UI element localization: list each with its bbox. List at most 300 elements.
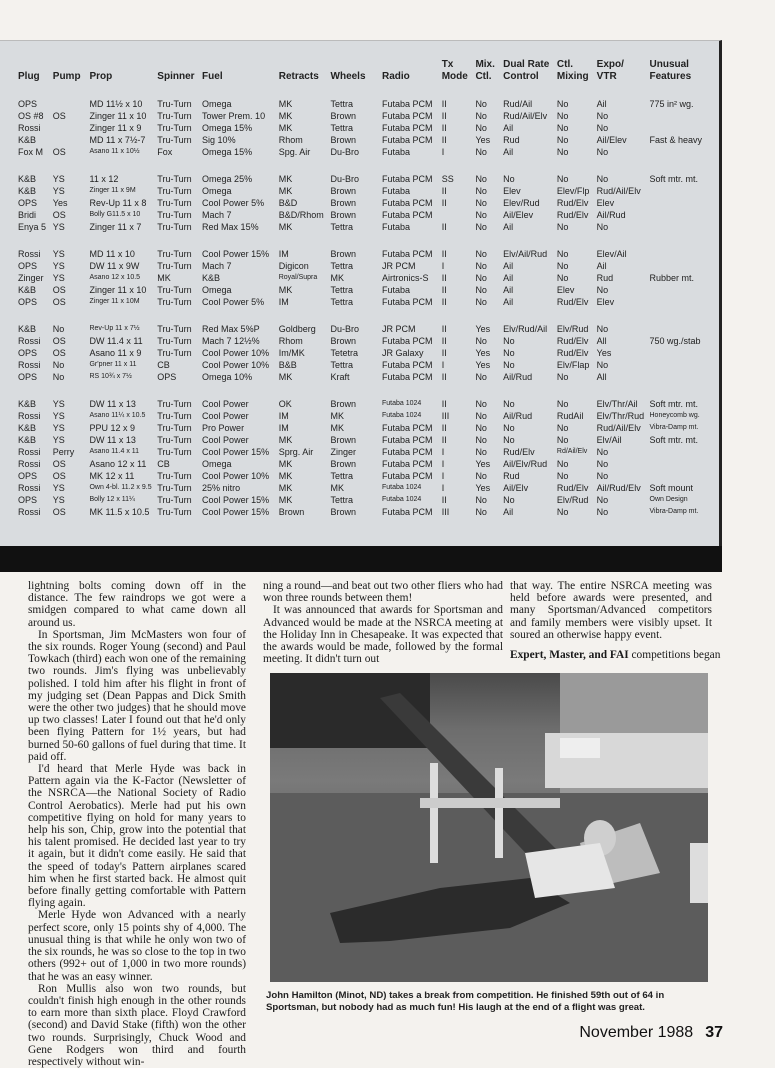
table-cell: Futaba 1024 bbox=[381, 412, 422, 419]
table-cell: Omega 15% bbox=[202, 147, 253, 157]
table-cell: OPS bbox=[18, 495, 38, 505]
table-cell: No bbox=[475, 471, 487, 481]
table-cell: II bbox=[441, 495, 447, 505]
table-cell: Airtronics-S bbox=[381, 273, 429, 283]
table-cell: Futaba bbox=[381, 147, 411, 157]
table-cell: II bbox=[441, 273, 447, 283]
table-row bbox=[18, 458, 719, 470]
table-cell: Pro Power bbox=[202, 423, 245, 433]
table-cell: No bbox=[475, 174, 487, 184]
table-cell: Tru-Turn bbox=[157, 222, 192, 232]
table-cell: YS bbox=[52, 411, 65, 421]
table-cell: Rud/Ail bbox=[503, 99, 533, 109]
table-cell: Tru-Turn bbox=[157, 495, 192, 505]
table-cell: SS bbox=[441, 174, 454, 184]
table-cell bbox=[650, 248, 720, 260]
column-header-top: Dual Rate bbox=[503, 59, 550, 70]
table-cell: No bbox=[475, 99, 487, 109]
table-row bbox=[18, 446, 719, 458]
table-cell: Rossi bbox=[18, 483, 41, 493]
table-cell: II bbox=[441, 186, 447, 196]
table-cell: Ail bbox=[503, 123, 514, 133]
table-cell: MK bbox=[330, 411, 345, 421]
table-cell: Soft mount bbox=[649, 483, 694, 493]
table-cell: Zinger 11 x 10 bbox=[89, 111, 147, 121]
table-cell: Futaba 1024 bbox=[381, 484, 422, 491]
table-cell: Brown bbox=[330, 186, 357, 196]
table-cell: Elev bbox=[596, 297, 615, 307]
paragraph: that way. The entire NSRCA meeting was held before awards were presented, and many Sportsman/Advanced competitors and family members were visibly upset. It soured an otherwise happy event. bbox=[510, 580, 712, 641]
table-cell: Ail/Elv/Rud bbox=[503, 459, 548, 469]
table-cell: K&B bbox=[18, 135, 37, 145]
table-cell: Brown bbox=[330, 249, 357, 259]
table-row bbox=[18, 134, 719, 146]
table-cell: Tru-Turn bbox=[157, 111, 192, 121]
table-cell: Futaba PCM bbox=[381, 423, 433, 433]
table-cell: Rud/Elv bbox=[503, 447, 535, 457]
table-cell: Soft mtr. mt. bbox=[649, 174, 699, 184]
table-cell: OPS bbox=[18, 297, 38, 307]
table-cell: MK 12 x 11 bbox=[89, 471, 135, 481]
table-row bbox=[18, 197, 719, 209]
column-header-top: Expo/ bbox=[596, 59, 624, 70]
table-cell: No bbox=[556, 111, 569, 121]
article-column-1 bbox=[28, 580, 246, 1068]
group-spacer bbox=[18, 83, 719, 98]
table-cell: No bbox=[596, 360, 609, 370]
table-cell: DW 11 x 9W bbox=[89, 261, 140, 271]
article-column-2 bbox=[263, 580, 503, 665]
table-cell: OS bbox=[52, 471, 66, 481]
table-cell: Asano 11 x 10½ bbox=[89, 148, 140, 155]
table-cell: No bbox=[596, 174, 609, 184]
table-cell: No bbox=[556, 249, 569, 259]
table-cell: No bbox=[475, 399, 487, 409]
table-row bbox=[18, 323, 719, 335]
table-cell: II bbox=[441, 123, 447, 133]
photo-illustration bbox=[270, 673, 708, 982]
table-cell: No bbox=[475, 507, 487, 517]
paragraph: In Sportsman, Jim McMasters won four of the six rounds. Roger Young (second) and Paul Towkach (third) each won one of the remaining two rounds. Jim's flying was unbelievably polished. I told him after his flight in front of my judging set (Dean Pappas and Dick Smith were the other two judges) that he should move up two classes! Later I found out that he'd only been flying Pattern for 1½ years, but had burned 50-60 gallons of fuel during that time. It paid off. bbox=[28, 628, 246, 763]
table-cell: MK bbox=[278, 471, 293, 481]
column-header-top bbox=[279, 59, 331, 71]
column-header: Mixing bbox=[556, 71, 589, 82]
column-header-top bbox=[382, 59, 442, 71]
column-header-top bbox=[202, 59, 279, 71]
table-cell: Kraft bbox=[330, 372, 350, 382]
table-cell: Ail bbox=[503, 261, 514, 271]
table-cell: Brown bbox=[330, 111, 357, 121]
table-cell: Zinger bbox=[18, 273, 44, 283]
table-cell: Tru-Turn bbox=[157, 435, 192, 445]
paragraph: lightning bolts coming down off in the distance. The few raindrops we got were a smidgen compared to what came down all around us. bbox=[28, 580, 246, 629]
table-cell: No bbox=[475, 336, 487, 346]
table-cell: No bbox=[556, 459, 569, 469]
table-cell: OS bbox=[52, 297, 66, 307]
column-header: Prop bbox=[89, 71, 113, 82]
table-cell: OS bbox=[52, 459, 66, 469]
table-cell: CB bbox=[157, 360, 170, 370]
table-cell: YS bbox=[52, 174, 65, 184]
table-cell: Tru-Turn bbox=[157, 483, 192, 493]
table-cell: Rubber mt. bbox=[649, 273, 695, 283]
table-cell: II bbox=[441, 249, 447, 259]
table-cell: MK bbox=[278, 495, 293, 505]
table-cell: Im/MK bbox=[278, 348, 305, 358]
group-spacer bbox=[18, 158, 719, 173]
table-cell: Cool Power 10% bbox=[202, 471, 270, 481]
table-cell: IM bbox=[278, 249, 289, 259]
table-cell: Tettra bbox=[330, 285, 354, 295]
table-cell: II bbox=[441, 399, 447, 409]
table-cell: No bbox=[503, 348, 515, 358]
table-cell: Rud/Elv bbox=[556, 210, 589, 220]
table-cell: Tru-Turn bbox=[157, 471, 192, 481]
table-cell: Tru-Turn bbox=[157, 336, 192, 346]
table-cell: No bbox=[556, 99, 569, 109]
table-cell: Yes bbox=[475, 135, 491, 145]
table-cell: Rev-Up 11 x 8 bbox=[89, 198, 147, 208]
table-cell: Soft mtr. mt. bbox=[649, 399, 699, 409]
table-cell: Vibra-Damp mt. bbox=[649, 508, 699, 515]
table-cell: OPS bbox=[18, 471, 38, 481]
paragraph: It was announced that awards for Sportsman and Advanced would be made at the NSRCA meeting at the Holiday Inn in Chesapeake. It was expected that the awards would be made, followed by the formal meeting. It didn't turn out bbox=[263, 604, 503, 666]
table-cell: Rud/Elv bbox=[556, 198, 589, 208]
table-cell: II bbox=[441, 348, 447, 358]
table-cell: Cool Power 10% bbox=[202, 360, 270, 370]
table-cell: Elv/Ail bbox=[596, 435, 622, 445]
table-cell: Tru-Turn bbox=[157, 324, 192, 334]
table-cell: Perry bbox=[52, 447, 75, 457]
column-header: Fuel bbox=[202, 71, 223, 82]
table-cell: Omega bbox=[202, 186, 232, 196]
table-cell: Yes bbox=[475, 459, 491, 469]
table-cell: Asano 12 x 10.5 bbox=[89, 274, 141, 281]
table-cell bbox=[650, 221, 720, 233]
table-cell: IM bbox=[278, 297, 289, 307]
table-cell: K&B bbox=[18, 174, 37, 184]
table-cell: MK bbox=[278, 435, 293, 445]
table-cell: No bbox=[556, 135, 569, 145]
table-cell: B&B bbox=[278, 360, 297, 370]
table-cell: No bbox=[596, 222, 609, 232]
table-cell: Rossi bbox=[18, 459, 41, 469]
table-cell bbox=[650, 470, 720, 482]
table-cell: Elv/Thr/Ail bbox=[596, 399, 638, 409]
table-cell: I bbox=[441, 471, 445, 481]
table-cell bbox=[650, 209, 720, 221]
table-cell: No bbox=[556, 399, 569, 409]
table-cell: No bbox=[475, 372, 487, 382]
table-cell: Cool Power 15% bbox=[202, 249, 270, 259]
group-spacer bbox=[18, 233, 719, 248]
table-cell: Royal/Supra bbox=[278, 274, 318, 281]
table-row bbox=[18, 398, 719, 410]
table-cell: Du-Bro bbox=[330, 324, 360, 334]
table-cell: Mach 7 12½% bbox=[202, 336, 260, 346]
table-row bbox=[18, 347, 719, 359]
table-cell: No bbox=[503, 399, 515, 409]
table-cell: YS bbox=[52, 249, 65, 259]
table-cell: OK bbox=[278, 399, 292, 409]
table-cell: Rud/Elv bbox=[556, 483, 589, 493]
table-row bbox=[18, 422, 719, 434]
table-cell: No bbox=[475, 249, 487, 259]
paragraph: ning a round—and beat out two other fliers who had won three rounds between them! bbox=[263, 580, 503, 605]
table-cell: Elv/Rud bbox=[556, 495, 589, 505]
table-cell: Ail/Rud bbox=[503, 372, 533, 382]
section-lead-bold: Expert, Master, and FAI bbox=[510, 649, 629, 662]
column-header: Radio bbox=[381, 71, 410, 82]
table-cell: Cool Power 5% bbox=[202, 297, 265, 307]
table-cell: MK bbox=[278, 99, 293, 109]
table-cell: Digicon bbox=[278, 261, 309, 271]
table-cell bbox=[650, 197, 720, 209]
table-cell bbox=[650, 446, 720, 458]
table-cell: No bbox=[503, 360, 515, 370]
table-cell: Futaba PCM bbox=[381, 360, 433, 370]
table-cell: All bbox=[596, 336, 607, 346]
table-cell: Asano 11¼ x 10.5 bbox=[89, 412, 146, 419]
column-header-top bbox=[18, 59, 53, 71]
table-cell: Rhom bbox=[278, 336, 303, 346]
table-cell: Elev/Flp bbox=[556, 186, 590, 196]
table-cell: No bbox=[556, 273, 569, 283]
table-cell: Futaba PCM bbox=[381, 471, 433, 481]
table-cell: MK bbox=[278, 111, 293, 121]
table-cell: Futaba PCM bbox=[381, 435, 433, 445]
table-cell: II bbox=[441, 297, 447, 307]
table-cell: Brown bbox=[330, 336, 357, 346]
table-cell: I bbox=[441, 360, 445, 370]
table-cell: Ail/Elv bbox=[503, 483, 529, 493]
table-cell: No bbox=[503, 174, 515, 184]
table-cell: JR PCM bbox=[381, 261, 416, 271]
photo-pilot-resting-on-lawn-chair bbox=[270, 673, 708, 982]
table-cell: Zinger 11 x 9M bbox=[89, 187, 136, 194]
table-header bbox=[18, 59, 719, 83]
table-cell: MK 11.5 x 10.5 bbox=[89, 507, 150, 517]
table-cell: Spg. Air bbox=[278, 147, 311, 157]
table-cell: Rossi bbox=[18, 411, 41, 421]
table-cell: Omega 10% bbox=[202, 372, 253, 382]
table-cell: MD 11 x 10 bbox=[89, 249, 135, 259]
table-cell: Cool Power 15% bbox=[202, 447, 270, 457]
column-header-top: Mix. bbox=[475, 59, 495, 70]
table-cell: MK bbox=[157, 273, 171, 283]
table-cell: No bbox=[596, 459, 609, 469]
table-cell: MK bbox=[278, 222, 293, 232]
table-cell: Futaba bbox=[381, 285, 411, 295]
table-cell: Soft mtr. mt. bbox=[649, 435, 699, 445]
table-cell: RudAil bbox=[556, 411, 584, 421]
table-cell: Brown bbox=[330, 459, 357, 469]
table-cell: No bbox=[596, 471, 609, 481]
table-cell: II bbox=[441, 99, 447, 109]
table-cell: No bbox=[52, 360, 65, 370]
table-row bbox=[18, 506, 719, 518]
table-cell bbox=[650, 323, 720, 335]
table-cell: Rd/Ail/Elv bbox=[556, 448, 588, 455]
table-cell: Yes bbox=[475, 348, 491, 358]
table-cell: MK bbox=[278, 123, 293, 133]
table-cell: I bbox=[441, 483, 445, 493]
table-cell: B&D bbox=[278, 198, 298, 208]
table-cell: OS bbox=[52, 210, 66, 220]
table-cell: No bbox=[475, 186, 487, 196]
table-cell: MD 11½ x 10 bbox=[89, 99, 143, 109]
table-cell bbox=[442, 209, 476, 221]
table-cell: Tru-Turn bbox=[157, 123, 192, 133]
column-header: Mode bbox=[441, 71, 468, 82]
table-cell: K&B bbox=[202, 273, 221, 283]
table-cell: No bbox=[475, 147, 487, 157]
table-cell: Fast & heavy bbox=[649, 135, 703, 145]
photo-caption: John Hamilton (Minot, ND) takes a break from competition. He finished 59th out of 64 in Sportsman, but nobody had as much fun! His laugh at the end of a flight was great. bbox=[266, 990, 665, 1013]
table-cell: Rud bbox=[503, 471, 520, 481]
table-bottom-bar bbox=[0, 546, 722, 572]
table-cell: Elev bbox=[503, 186, 521, 196]
column-header-top: Ctl. bbox=[556, 59, 574, 70]
table-cell: 11 x 12 bbox=[89, 174, 119, 184]
table-cell: MD 11 x 7½-7 bbox=[89, 135, 146, 145]
table-cell: Ail bbox=[503, 297, 514, 307]
table-cell: Futaba PCM bbox=[381, 447, 433, 457]
table-cell: Cool Power 5% bbox=[202, 198, 265, 208]
table-cell: Tettra bbox=[330, 99, 354, 109]
table-cell: Omega bbox=[202, 285, 232, 295]
table-cell: Ail bbox=[596, 99, 607, 109]
table-cell: Tetetra bbox=[330, 348, 359, 358]
table-cell: OPS bbox=[18, 198, 38, 208]
table-cell: MK bbox=[278, 186, 293, 196]
table-cell: Futaba bbox=[381, 222, 411, 232]
table-cell bbox=[650, 185, 720, 197]
table-cell: 750 wg./stab bbox=[649, 336, 701, 346]
table-cell: No bbox=[556, 123, 569, 133]
table-cell: Cool Power bbox=[202, 399, 249, 409]
table-cell: No bbox=[52, 372, 65, 382]
table-cell: Honeycomb wg. bbox=[649, 412, 700, 419]
specs-table bbox=[18, 59, 719, 518]
group-spacer bbox=[18, 308, 719, 323]
column-header: Retracts bbox=[278, 71, 319, 82]
table-cell: DW 11.4 x 11 bbox=[89, 336, 143, 346]
table-cell: Bridi bbox=[18, 210, 37, 220]
table-cell: Tru-Turn bbox=[157, 423, 192, 433]
table-cell: Brown bbox=[330, 399, 357, 409]
table-row bbox=[18, 173, 719, 185]
table-cell: K&B bbox=[18, 399, 37, 409]
table-cell: II bbox=[441, 435, 447, 445]
table-cell: Omega 25% bbox=[202, 174, 253, 184]
table-cell: OS bbox=[52, 111, 66, 121]
table-cell: No bbox=[475, 423, 487, 433]
table-cell: Yes bbox=[475, 324, 491, 334]
table-cell: No bbox=[475, 447, 487, 457]
table-cell: Brown bbox=[330, 135, 357, 145]
table-row bbox=[18, 434, 719, 446]
table-cell: Zinger 11 x 10 bbox=[89, 285, 147, 295]
table-cell: No bbox=[556, 372, 569, 382]
table-row bbox=[18, 272, 719, 284]
table-cell bbox=[650, 122, 720, 134]
table-cell: Rud/Elv bbox=[556, 348, 589, 358]
table-cell: Futaba PCM bbox=[381, 297, 433, 307]
table-cell: OPS bbox=[18, 372, 38, 382]
table-cell: No bbox=[596, 507, 609, 517]
table-cell bbox=[53, 98, 90, 110]
table-cell: Rossi bbox=[18, 336, 41, 346]
table-cell: Zinger bbox=[330, 447, 357, 457]
table-cell: Futaba PCM bbox=[381, 336, 433, 346]
table-cell: K&B bbox=[18, 435, 37, 445]
column-header: Wheels bbox=[330, 71, 366, 82]
table-cell: No bbox=[475, 210, 487, 220]
table-cell: Tettra bbox=[330, 471, 354, 481]
column-header: Pump bbox=[52, 71, 81, 82]
table-cell: No bbox=[52, 324, 65, 334]
table-cell: Tru-Turn bbox=[157, 447, 192, 457]
table-cell: II bbox=[441, 222, 447, 232]
table-cell: Brown bbox=[330, 435, 357, 445]
table-cell: Cool Power bbox=[202, 435, 249, 445]
table-cell: Tower Prem. 10 bbox=[202, 111, 266, 121]
table-cell: I bbox=[441, 147, 445, 157]
table-cell: OS bbox=[52, 507, 66, 517]
table-cell: Rud/Ail/Elv bbox=[596, 423, 641, 433]
paragraph: I'd heard that Merle Hyde was back in Pattern again via the K-Factor (Newsletter of the NSRCA—the National Society of Radio Control Aerobatics). Merle had put his own competitive flying on hold for many years to help his son, Chip, grow into the potential that his talent promised. He decided last year to try it again, but it didn't come easily. He said that the speed of today's Pattern airplanes scared him when he first started back. He almost quit before finally getting comfortable with Pattern flying again. bbox=[28, 763, 246, 910]
table-cell: Zinger 11 x 9 bbox=[89, 123, 142, 133]
table-cell: CB bbox=[157, 459, 170, 469]
table-cell: No bbox=[475, 411, 487, 421]
table-cell: No bbox=[475, 435, 487, 445]
table-cell: Enya 5 bbox=[18, 222, 47, 232]
table-cell: No bbox=[556, 174, 569, 184]
section-lead bbox=[510, 649, 721, 662]
table-cell: Ail bbox=[503, 285, 514, 295]
table-cell: Tettra bbox=[330, 222, 354, 232]
table-row bbox=[18, 296, 719, 308]
table-cell bbox=[650, 347, 720, 359]
table-cell: Asano 11 x 9 bbox=[89, 348, 142, 358]
paragraph: Merle Hyde won Advanced with a nearly perfect score, only 15 points shy of 4,000. The unusual thing is that while he only won two of the six rounds, he was so close to the top in two others (992+ out of 1,000 in two more rounds) that he was an easy winner. bbox=[28, 909, 246, 983]
table-cell: I bbox=[441, 459, 445, 469]
table-cell: Ail/Rud/Elv bbox=[596, 483, 641, 493]
table-cell: Cool Power 15% bbox=[202, 495, 270, 505]
table-cell: Ail bbox=[503, 222, 514, 232]
column-header: Plug bbox=[18, 71, 40, 82]
table-cell: Elv/Thr/Rud bbox=[596, 411, 645, 421]
table-cell: Futaba PCM bbox=[381, 198, 433, 208]
table-cell: Rud/Ail/Elv bbox=[596, 186, 641, 196]
table-cell: OPS bbox=[18, 261, 38, 271]
table-cell: No bbox=[596, 111, 609, 121]
table-cell: Tru-Turn bbox=[157, 297, 192, 307]
table-cell: K&B bbox=[18, 423, 37, 433]
table-cell: Ail/Rud bbox=[596, 210, 626, 220]
table-cell: Elv/Flap bbox=[556, 360, 590, 370]
table-row bbox=[18, 371, 719, 383]
table-cell: No bbox=[503, 423, 515, 433]
table-cell: Tru-Turn bbox=[157, 411, 192, 421]
article-column-3 bbox=[510, 580, 721, 662]
table-cell: Ail bbox=[503, 147, 514, 157]
table-cell: Fox bbox=[157, 147, 173, 157]
table-cell: II bbox=[441, 135, 447, 145]
table-cell bbox=[650, 146, 720, 158]
table-cell: MK bbox=[278, 174, 293, 184]
